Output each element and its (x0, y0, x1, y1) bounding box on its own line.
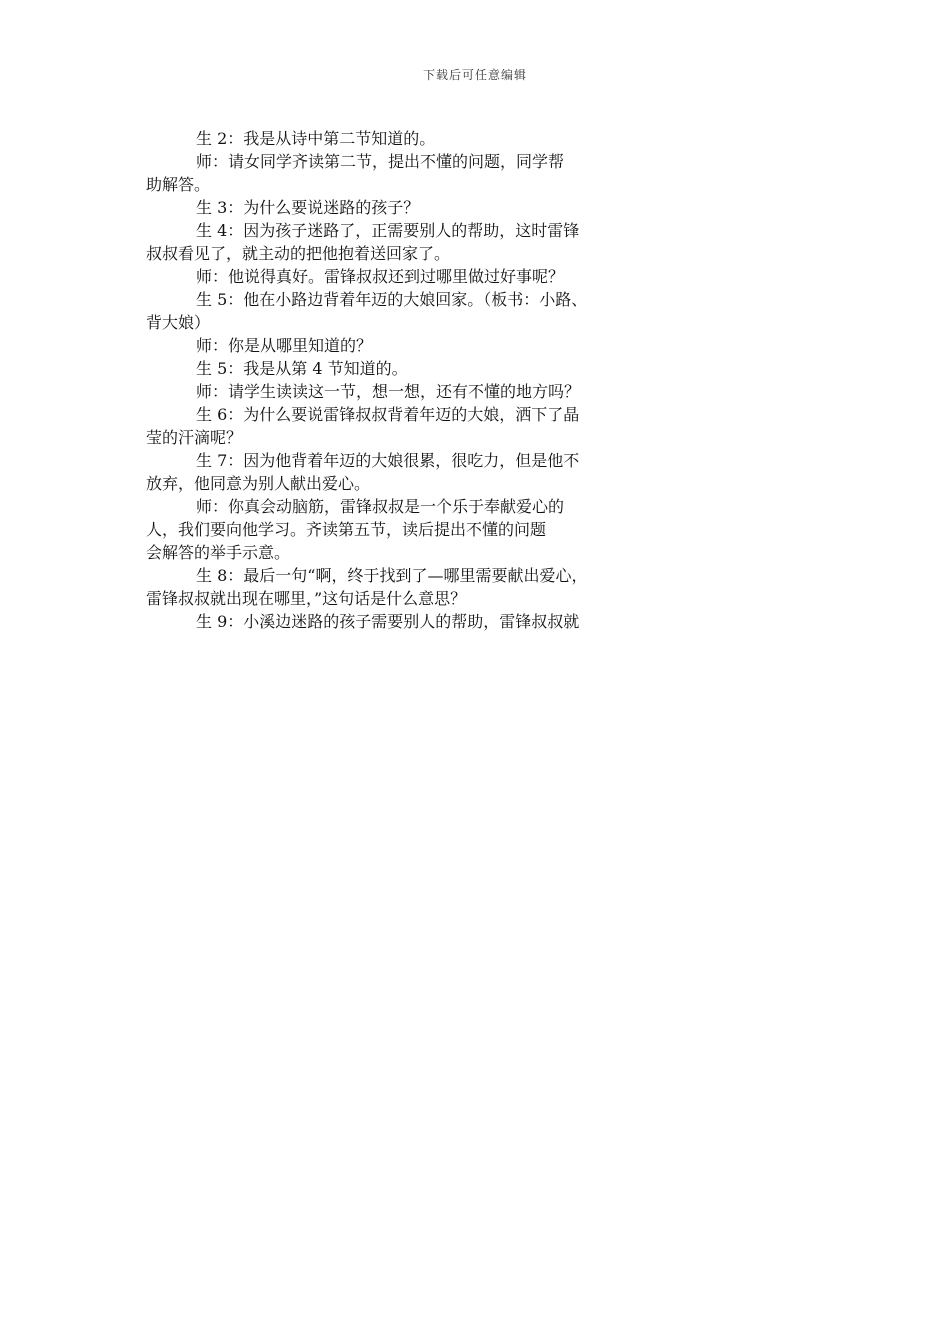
paragraph-line: 师：请学生读读这一节，想一想，还有不懂的地方吗？ (196, 382, 581, 401)
paragraph (146, 563, 816, 609)
paragraph-line: 师：他说得真好。雷锋叔叔还到过哪里做过好事呢？ (196, 267, 565, 286)
paragraph (146, 402, 816, 448)
paragraph-line: 会解答的举手示意。 (146, 543, 291, 562)
paragraph-line: 助解答。 (146, 175, 211, 194)
paragraph-line: 莹的汗滴呢？ (146, 428, 243, 447)
paragraph (146, 448, 816, 494)
paragraph-line: 师：请女同学齐读第二节，提出不懂的问题，同学帮 (196, 152, 565, 171)
paragraph-line: 雷锋叔叔就出现在哪里，”这句话是什么意思？ (146, 589, 467, 608)
paragraph-line: 生 5：他在小路边背着年迈的大娘回家。（板书：小路、 (196, 290, 588, 309)
paragraph (146, 149, 816, 195)
paragraph-line: 生 9：小溪边迷路的孩子需要别人的帮助，雷锋叔叔就 (196, 612, 580, 631)
paragraph (146, 264, 816, 287)
paragraph (146, 333, 816, 356)
paragraph-line: 生 4：因为孩子迷路了，正需要别人的帮助，这时雷锋 (196, 221, 580, 240)
paragraph-line: 背大娘） (146, 313, 211, 332)
paragraph-line: 师：你是从哪里知道的？ (196, 336, 373, 355)
paragraph (146, 218, 816, 264)
paragraph-line: 生 5：我是从第 4 节知道的。 (196, 359, 408, 378)
paragraph-line: 生 7：因为他背着年迈的大娘很累，很吃力，但是他不 (196, 451, 580, 470)
paragraph-line: 生 8：最后一句“啊，终于找到了—哪里需要献出爱心， (196, 566, 588, 585)
paragraph (146, 609, 816, 632)
paragraph (146, 494, 816, 563)
paragraph (146, 356, 816, 379)
paragraph-line: 人，我们要向他学习。齐读第五节，读后提出不懂的问题 (146, 520, 547, 539)
paragraph-line: 叔叔看见了，就主动的把他抱着送回家了。 (146, 244, 451, 263)
paragraph (146, 287, 816, 333)
paragraph (146, 379, 816, 402)
paragraph-line: 生 6：为什么要说雷锋叔叔背着年迈的大娘，洒下了晶 (196, 405, 580, 424)
paragraph-line: 生 2：我是从诗中第二节知道的。 (196, 129, 436, 148)
paragraph-line: 放弃，他同意为别人献出爱心。 (146, 474, 371, 493)
paragraph-line: 生 3：为什么要说迷路的孩子？ (196, 198, 420, 217)
paragraph (146, 195, 816, 218)
paragraph-line: 师：你真会动脑筋，雷锋叔叔是一个乐于奉献爱心的 (196, 497, 565, 516)
paragraph (146, 126, 816, 149)
document-body (146, 126, 816, 632)
page-header: 下载后可任意编辑 (422, 68, 527, 82)
